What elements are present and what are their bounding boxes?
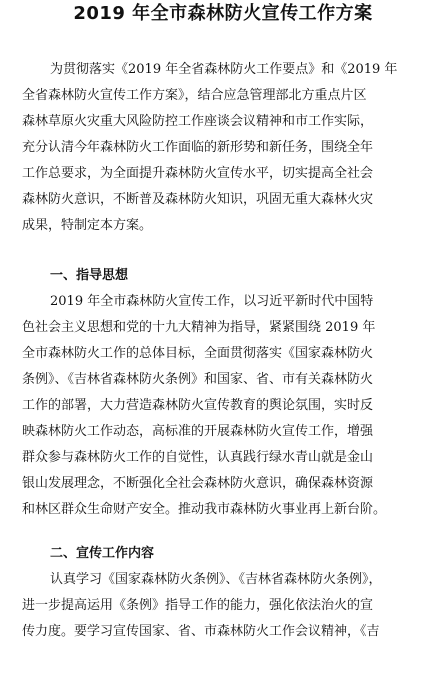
intro-line: 森林草原火灾重大风险防控工作座谈会议精神和市工作实际， — [22, 114, 374, 129]
section-heading-publicity-content: 二、宣传工作内容 — [50, 546, 155, 561]
section1-line: 色社会主义思想和党的十九大精神为指导，紧紧围绕 2019 年 — [22, 320, 376, 335]
section1-line: 2019 年全市森林防火宣传工作，以习近平新时代中国特 — [50, 294, 374, 309]
section1-line: 银山发展理念，不断强化全社会森林防火意识，确保森林资源 — [22, 476, 374, 491]
section1-line: 群众参与森林防火工作的自觉性，认真践行绿水青山就是金山 — [22, 450, 374, 465]
intro-line: 工作总要求，为全面提升森林防火宣传水平，切实提高全社会 — [22, 166, 374, 181]
section-heading-guiding-ideology: 一、指导思想 — [50, 268, 129, 283]
section1-line: 映森林防火工作动态，高标准的开展森林防火宣传工作，增强 — [22, 424, 374, 439]
intro-line: 为贯彻落实《2019 年全省森林防火工作要点》和《2019 年 — [50, 62, 398, 77]
section2-line: 传力度。要学习宣传国家、省、市森林防火工作会议精神，《吉 — [22, 624, 380, 639]
section2-line: 认真学习《国家森林防火条例》、《吉林省森林防火条例》， — [50, 572, 382, 587]
section2-line: 进一步提高运用《条例》指导工作的能力，强化依法治火的宣 — [22, 598, 374, 613]
intro-line: 森林防火意识，不断普及森林防火知识，巩固无重大森林火灾 — [22, 192, 374, 207]
intro-line: 全省森林防火宣传工作方案》，结合应急管理部北方重点片区 — [22, 88, 367, 103]
intro-line: 成果，特制定本方案。 — [22, 218, 153, 233]
section1-line: 和林区群众生命财产安全。推动我市森林防火事业再上新台阶。 — [22, 502, 387, 517]
intro-line: 充分认清今年森林防火工作面临的新形势和新任务，围绕全年 — [22, 140, 374, 155]
document-title: 2019 年全市森林防火宣传工作方案 — [73, 3, 373, 24]
section1-line: 条例》、《吉林省森林防火条例》和国家、省、市有关森林防火 — [22, 372, 374, 387]
section1-line: 工作的部署，大力营造森林防火宣传教育的舆论氛围，实时反 — [22, 398, 374, 413]
section1-line: 全市森林防火工作的总体目标，全面贯彻落实《国家森林防火 — [22, 346, 374, 361]
